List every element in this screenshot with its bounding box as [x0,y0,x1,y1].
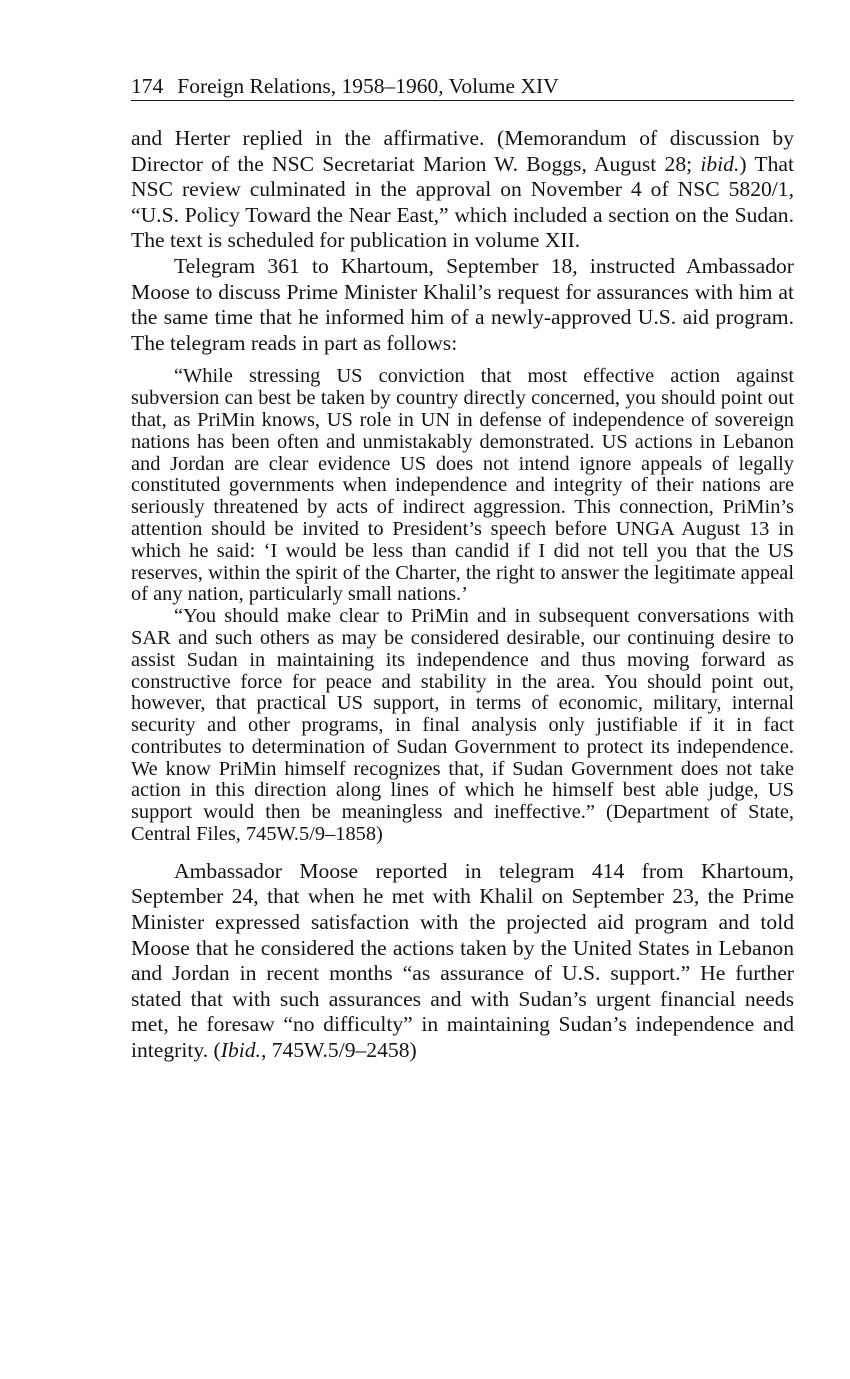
page-number: 174 [131,74,164,98]
paragraph-2: Telegram 361 to Khartoum, September 18, instructed Ambassador Moose to discuss Prime Minister Khalil’s request for assurances with him at the same time that he informed him of a newly-approved U.S. aid program. The telegram reads in part as follows: [131,253,794,355]
paragraph-3-text-b: , 745W.5/9–2458) [260,1038,417,1063]
paragraph-3-text-a: Ambassador Moose reported in telegram 414 from Khartoum, September 24, that when he met with Khalil on September 23, the Prime Minister expressed satisfaction with the projected aid program and told Moose that he considered the actions taken by the United States in Lebanon and Jordan in recent months “as assurance of U.S. support.” He further stated that with such assurances and with Sudan’s urgent financial needs met, he foresaw “no difficulty” in maintaining Sudan’s independence and integrity. ( [131,858,794,1063]
telegram-extract-2: “You should make clear to PriMin and in subsequent conversations with SAR and such others as may be considered desirable, our continuing desire to assist Sudan in maintaining its independence and thus moving forward as constructive force for peace and stability in the area. You should point out, however, that practical US support, in terms of economic, military, internal security and other programs, in final analysis only justifiable if it in fact contributes to determination of Sudan Government to protect its independence. We know PriMin himself recognizes that, if Sudan Government does not take action in this direction along lines of which he himself best able judge, US support would then be meaningless and ineffective.” (Department of State, Central Files, 745W.5/9–1858) [131,605,794,846]
paragraph-1-text-b: ) That NSC review culminated in the approval on November 4 of NSC 5820/1, “U.S. Policy Toward the Near East,” which included a section on the Sudan. The text is scheduled for publication in volume XII. [131,151,794,253]
paragraph-3 [131,859,794,1064]
paragraph-3-ibid: Ibid. [220,1038,261,1063]
volume-title: Foreign Relations, 1958–1960, Volume XIV [177,74,559,98]
document-body [131,126,794,1064]
paragraph-1 [131,126,794,254]
telegram-extract-1: “While stressing US conviction that most effective action against subversion can best be taken by country directly concerned, you should point out that, as PriMin knows, US role in UN in defense of independence of sovereign nations has been often and unmistakably demonstrated. US actions in Lebanon and Jordan are clear evidence US does not intend ignore appeals of legally constituted governments when independence and integrity of their nations are seriously threatened by acts of indirect aggression. This connection, PriMin’s attention should be invited to President’s speech before UNGA August 13 in which he said: ‘I would be less than candid if I did not tell you that the US reserves, within the spirit of the Charter, the right to answer the legitimate appeal of any nation, particularly small nations.’ [131,365,794,606]
paragraph-1-text-a: and Herter replied in the affirmative. (Memorandum of discussion by Director of the NSC Secretariat Marion W. Boggs, August 28; [131,126,794,176]
running-header [131,72,794,101]
paragraph-1-ibid: ibid. [700,151,740,176]
